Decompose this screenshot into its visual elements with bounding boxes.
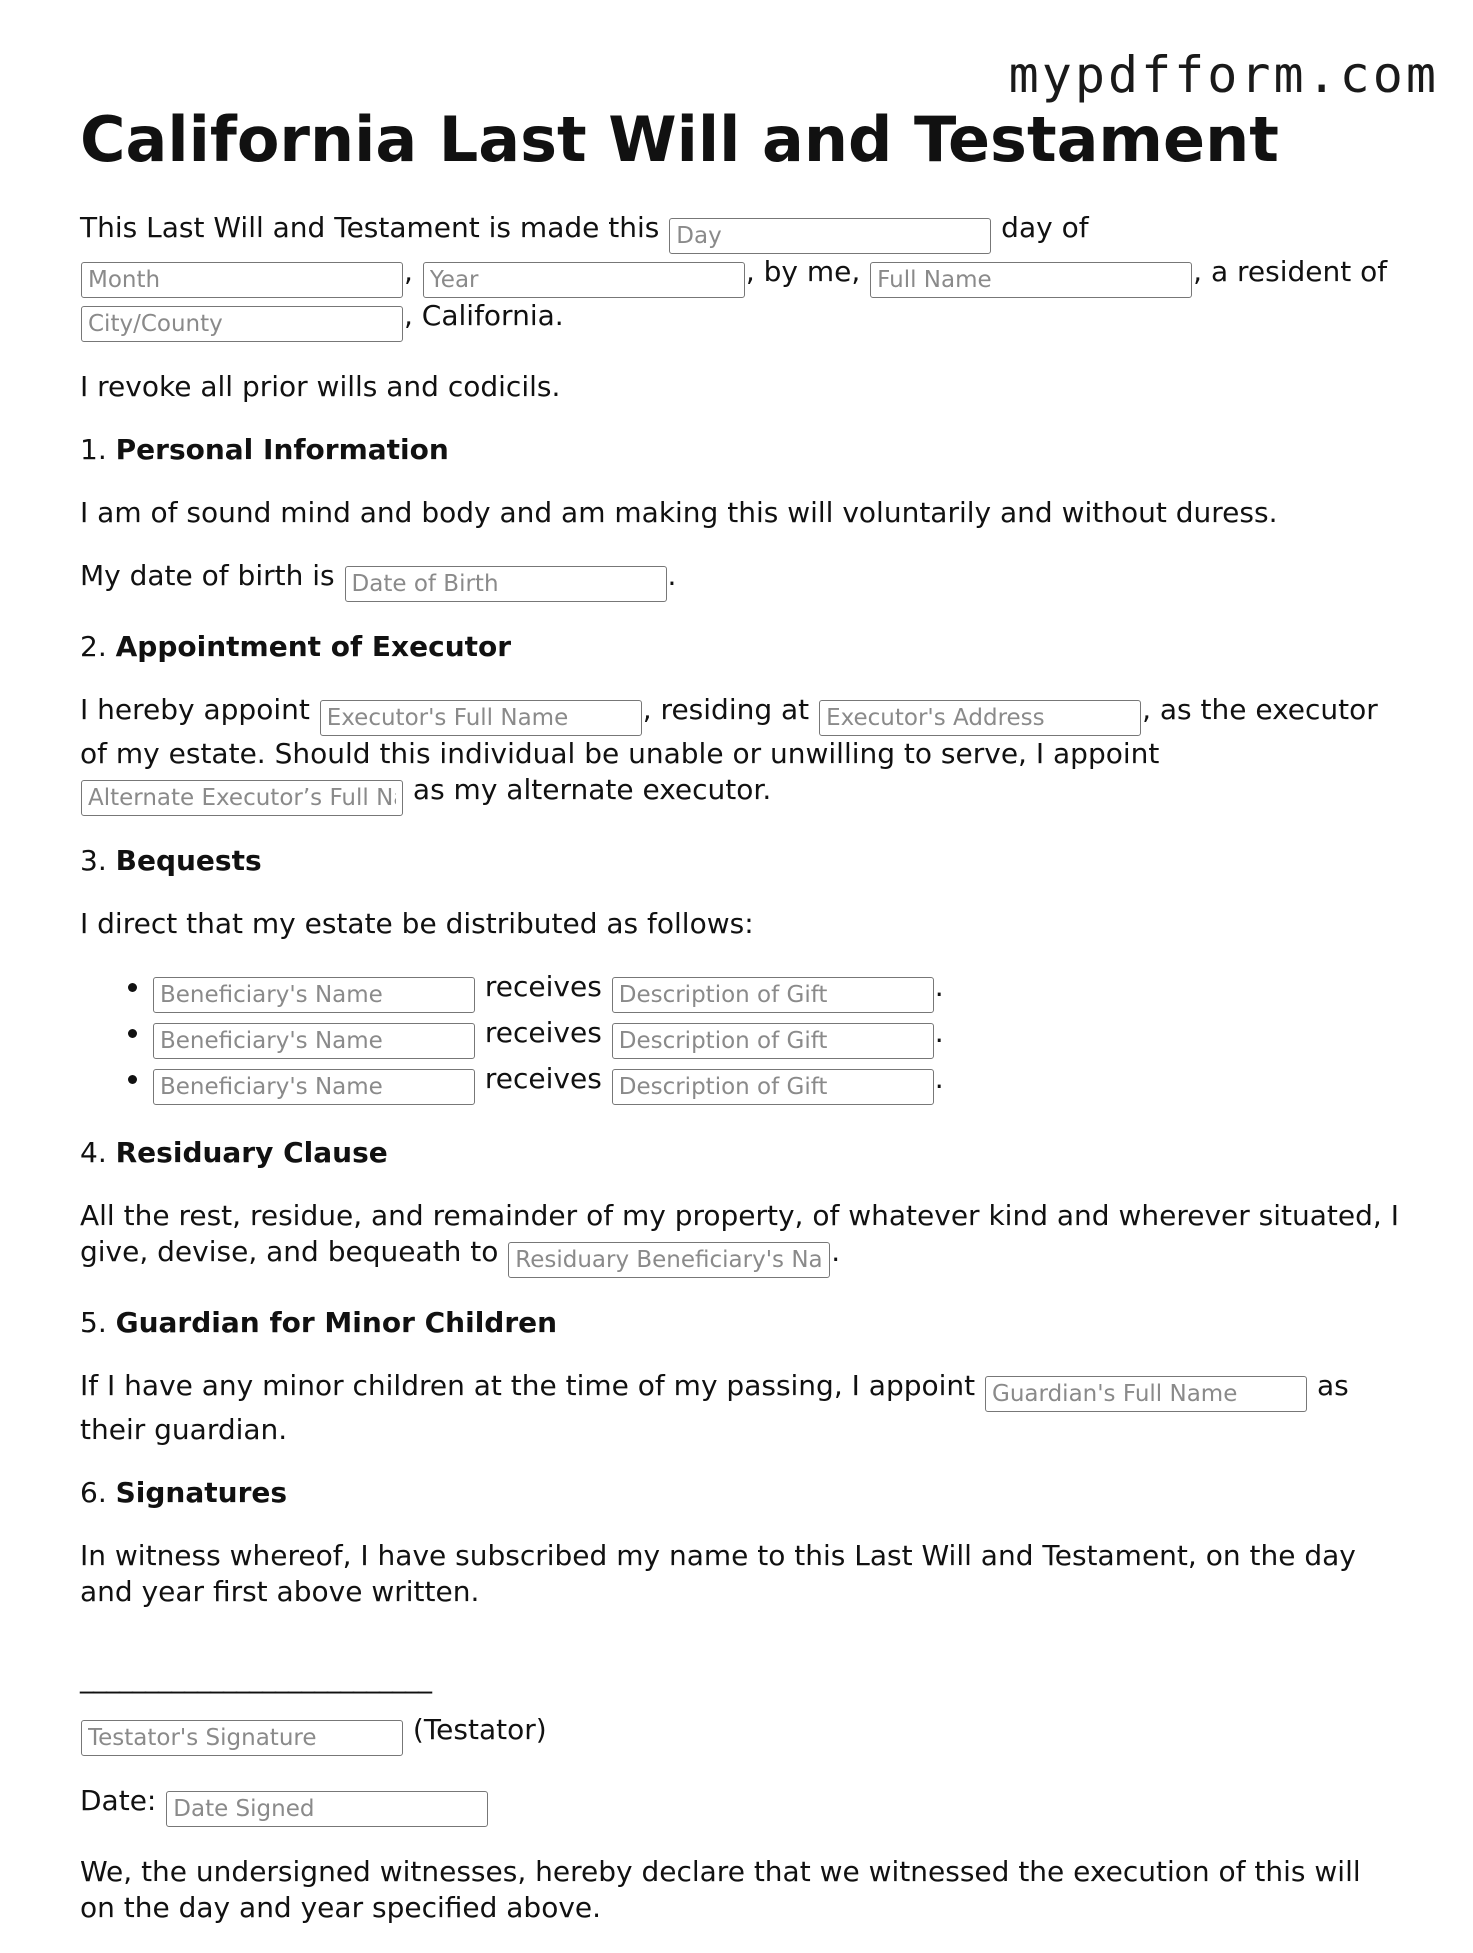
witness-whereof-text: In witness whereof, I have subscribed my name to this Last Will and Testament, on the day and year first above written.: [80, 1539, 1356, 1608]
receives-label: receives: [484, 1062, 602, 1095]
section-3-number: 3.: [80, 844, 107, 877]
list-item: [152, 1061, 1400, 1105]
executor-paragraph: [80, 692, 1400, 816]
testator-signature-input[interactable]: [81, 1720, 403, 1756]
city-county-input[interactable]: [81, 306, 403, 342]
revoke-statement: I revoke all prior wills and codicils.: [80, 370, 561, 403]
guardian-text-2: as their guardian.: [80, 1369, 1349, 1446]
intro-text-1: This Last Will and Testament is made this: [80, 211, 660, 244]
section-6-title: Signatures: [115, 1476, 288, 1509]
bequests-intro: I direct that my estate be distributed as follows:: [80, 907, 754, 940]
section-3-heading: [80, 843, 1400, 879]
dob-paragraph: [80, 558, 1400, 602]
list-item: [152, 1015, 1400, 1059]
section-3-title: Bequests: [115, 844, 262, 877]
dob-label: My date of birth is: [80, 559, 335, 592]
section-5-title: Guardian for Minor Children: [115, 1306, 558, 1339]
executor-address-input[interactable]: [819, 700, 1141, 736]
residuary-period: .: [831, 1235, 841, 1268]
section-5-number: 5.: [80, 1306, 107, 1339]
guardian-name-input[interactable]: [985, 1376, 1307, 1412]
beneficiary-name-input[interactable]: [153, 1023, 475, 1059]
bequest-list: [80, 969, 1400, 1105]
sound-mind-statement: I am of sound mind and body and am making this will voluntarily and without duress.: [80, 496, 1278, 529]
dob-period: .: [667, 559, 677, 592]
section-6-number: 6.: [80, 1476, 107, 1509]
bequest-period: .: [934, 970, 944, 1003]
guardian-text-1: If I have any minor children at the time of my passing, I appoint: [80, 1369, 976, 1402]
date-of-birth-input[interactable]: [345, 566, 667, 602]
alternate-executor-input[interactable]: [81, 780, 403, 816]
residuary-beneficiary-input[interactable]: [508, 1242, 830, 1278]
signature-line: ___________________________: [80, 1661, 431, 1694]
receives-label: receives: [484, 1016, 602, 1049]
executor-name-input[interactable]: [320, 700, 642, 736]
executor-text-2: , residing at: [642, 693, 810, 726]
bequest-period: .: [934, 1016, 944, 1049]
residuary-text: All the rest, residue, and remainder of my property, of whatever kind and wherever situated, I give, devise, and bequeath to: [80, 1199, 1399, 1268]
full-name-input[interactable]: [870, 262, 1192, 298]
date-signed-row: [80, 1783, 1400, 1827]
executor-text-1: I hereby appoint: [80, 693, 310, 726]
site-brand: mypdfform.com: [1008, 46, 1439, 104]
will-document: [80, 100, 1400, 1953]
section-2-number: 2.: [80, 630, 107, 663]
guardian-paragraph: [80, 1368, 1400, 1448]
intro-text-2: day of: [1001, 211, 1089, 244]
executor-text-3: , as the executor of my estate. Should this individual be unable or unwilling to serve, I appoint: [80, 693, 1378, 770]
testator-signature-row: [80, 1712, 1400, 1756]
section-2-heading: [80, 629, 1400, 665]
section-4-title: Residuary Clause: [115, 1136, 388, 1169]
gift-description-input[interactable]: [612, 1069, 934, 1105]
testator-label: (Testator): [412, 1713, 547, 1746]
section-1-title: Personal Information: [115, 433, 449, 466]
gift-description-input[interactable]: [612, 977, 934, 1013]
beneficiary-name-input[interactable]: [153, 1069, 475, 1105]
date-label: Date:: [80, 1784, 157, 1817]
section-2-title: Appointment of Executor: [115, 630, 512, 663]
intro-comma: ,: [404, 255, 413, 288]
section-6-heading: [80, 1475, 1400, 1511]
witness-declaration: We, the undersigned witnesses, hereby declare that we witnessed the execution of this will on the day and year specified above.: [80, 1855, 1361, 1924]
day-input[interactable]: [669, 218, 991, 254]
section-4-number: 4.: [80, 1136, 107, 1169]
gift-description-input[interactable]: [612, 1023, 934, 1059]
beneficiary-name-input[interactable]: [153, 977, 475, 1013]
year-input[interactable]: [423, 262, 745, 298]
bequest-period: .: [934, 1062, 944, 1095]
date-signed-input[interactable]: [166, 1791, 488, 1827]
month-input[interactable]: [81, 262, 403, 298]
intro-text-5: , California.: [404, 299, 564, 332]
list-item: [152, 969, 1400, 1013]
executor-text-4: as my alternate executor.: [412, 773, 772, 806]
section-5-heading: [80, 1305, 1400, 1341]
intro-text-3: , by me,: [745, 255, 861, 288]
section-1-number: 1.: [80, 433, 107, 466]
document-title: California Last Will and Testament: [80, 103, 1279, 176]
intro-paragraph: [80, 210, 1400, 342]
section-1-heading: [80, 432, 1400, 468]
residuary-paragraph: [80, 1198, 1400, 1278]
intro-text-4: , a resident of: [1193, 255, 1388, 288]
section-4-heading: [80, 1135, 1400, 1171]
receives-label: receives: [484, 970, 602, 1003]
